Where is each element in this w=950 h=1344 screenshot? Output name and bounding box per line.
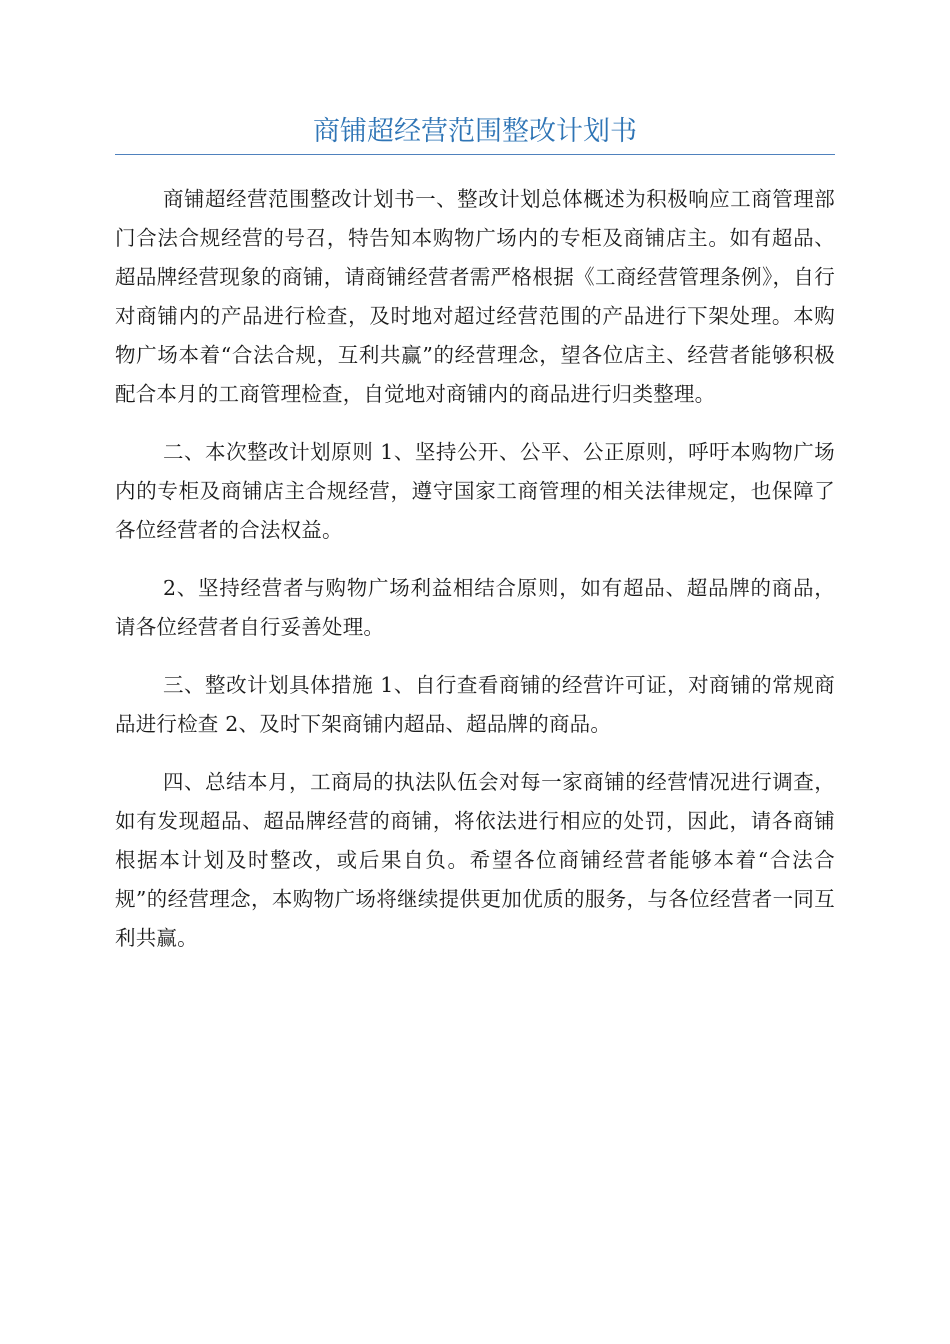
title-underline [115,154,835,155]
paragraph-principles: 二、本次整改计划原则 1、坚持公开、公平、公正原则，呼吁本购物广场内的专柜及商铺店主合规经营，遵守国家工商管理的相关法律规定，也保障了各位经营者的合法权益。 [115,440,835,542]
document-title: 商铺超经营范围整改计划书 [313,116,637,147]
paragraph-summary: 四、总结本月，工商局的执法队伍会对每一家商铺的经营情况进行调查，如有发现超品、超品牌经营的商铺，将依法进行相应的处罚，因此，请各商铺根据本计划及时整改，或后果自负。希望各位商铺经营者能够本着“合法合规”的经营理念，本购物广场将继续提供更加优质的服务，与各位经营者一同互利共赢。 [115,770,835,950]
paragraph-principle-2: 2、坚持经营者与购物广场利益相结合原则，如有超品、超品牌的商品，请各位经营者自行妥善处理。 [115,576,835,639]
paragraph-overview: 商铺超经营范围整改计划书一、整改计划总体概述为积极响应工商管理部门合法合规经营的号召，特告知本购物广场内的专柜及商铺店主。如有超品、超品牌经营现象的商铺，请商铺经营者需严格根据《工商经营管理条例》，自行对商铺内的产品进行检查，及时地对超过经营范围的产品进行下架处理。本购物广场本着“合法合规，互利共赢”的经营理念，望各位店主、经营者能够积极配合本月的工商管理检查，自觉地对商铺内的商品进行归类整理。 [115,187,835,406]
document-body [115,180,835,977]
paragraph-measures: 三、整改计划具体措施 1、自行查看商铺的经营许可证，对商铺的常规商品进行检查 2、及时下架商铺内超品、超品牌的商品。 [115,673,835,736]
